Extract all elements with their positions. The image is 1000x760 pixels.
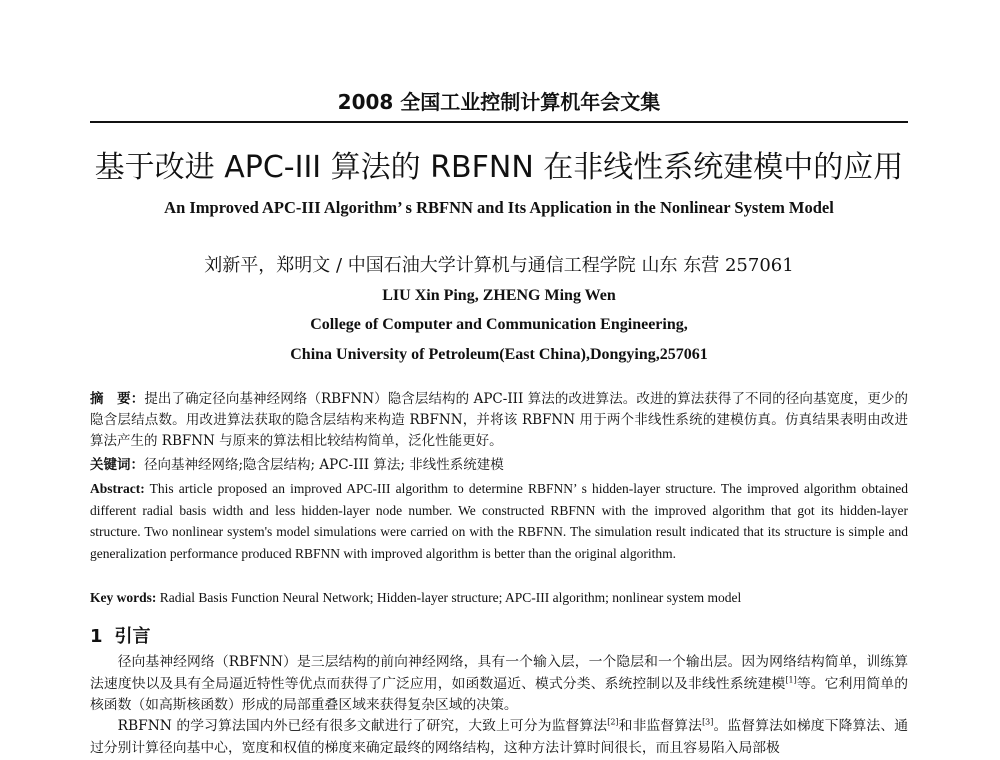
section-1-heading <box>90 624 390 650</box>
keywords-chinese <box>90 455 908 476</box>
paragraph-2-text-b: 和非监督算法 <box>618 718 703 734</box>
keywords-english <box>90 587 908 608</box>
paragraph-1-text-b: 等。它利用简单的核函数（如高斯核函数）形成的局部重叠区域来获得复杂区域的决策。 <box>90 675 908 713</box>
section-1-title: 引言 <box>114 626 151 647</box>
authors-chinese: 刘新平，郑明文 / 中国石油大学计算机与通信工程学院 山东 东营 257061 <box>204 255 794 276</box>
affiliation-english-line-1: College of Computer and Communication Engineering, <box>310 316 688 333</box>
citation-2: [2] <box>607 717 619 727</box>
abstract-english-label: Abstract: <box>90 481 145 496</box>
section-1-number: 1 <box>90 626 103 647</box>
paragraph-2-text-a: RBFNN 的学习算法国内外已经有很多文献进行了研究，大致上可分为监督算法 <box>117 718 608 734</box>
abstract-chinese-label: 摘 要： <box>90 391 145 407</box>
keywords-english-text: Radial Basis Function Neural Network; Hidden-layer structure; APC-III algorithm; nonlinear system model <box>159 590 742 605</box>
authors-english: LIU Xin Ping, ZHENG Ming Wen <box>382 287 616 304</box>
paragraph-2-text-c: 。监督算法如梯度下降算法、通过分别计算径向基中心，宽度和权值的梯度来确定最终的网络结构，这种方法计算时间很长，而且容易陷入局部极 <box>90 718 908 756</box>
keywords-english-label: Key words: <box>90 590 157 605</box>
proceedings-header: 2008 全国工业控制计算机年会文集 <box>337 90 661 114</box>
title-english: An Improved APC-III Algorithm’ s RBFNN and Its Application in the Nonlinear System Model <box>164 198 834 217</box>
keywords-chinese-text: 径向基神经网络;隐含层结构; APC-III 算法; 非线性系统建模 <box>144 457 504 473</box>
keywords-chinese-label: 关键词： <box>90 457 144 473</box>
affiliation-english-line-2: China University of Petroleum(East China),Dongying,257061 <box>290 346 708 363</box>
section-1-paragraph-2 <box>90 716 908 759</box>
paragraph-1-text-a: 径向基神经网络（RBFNN）是三层结构的前向神经网络，具有一个输入层，一个隐层和一个输出层。因为网络结构简单，训练算法速度快以及具有全局逼近特性等优点而获得了广泛应用，如函数逼近、模式分类、系统控制以及非线性系统建模 <box>90 654 908 692</box>
abstract-chinese <box>90 389 908 452</box>
abstract-chinese-text: 提出了确定径向基神经网络（RBFNN）隐含层结构的 APC-III 算法的改进算法。改进的算法获得了不同的径向基宽度，更少的隐含层结点数。用改进算法获取的隐含层结构来构造 RBFNN，并将该 RBFNN 用于两个非线性系统的建模仿真。仿真结果表明由改进算法产生的 RBFNN 与原来的算法相比较结构简单，泛化性能更好。 <box>90 391 908 449</box>
citation-3: [3] <box>702 717 714 727</box>
section-1-paragraph-1 <box>90 652 908 717</box>
header-rule <box>90 121 908 123</box>
citation-1: [1] <box>785 674 797 684</box>
abstract-english-text: This article proposed an improved APC-III algorithm to determine RBFNN’ s hidden-layer structure. The improved algorithm obtained different radial basis width and less hidden-layer node number. We constructed RBFNN with the improved algorithm that got its hidden-layer structure. Two nonlinear system's model simulations were carried on with the RBFNN. The simulation result indicated that its structure is simple and generalization performance produced RBFNN with improved algorithm is better than the original algorithm. <box>90 481 908 561</box>
title-chinese: 基于改进 APC-III 算法的 RBFNN 在非线性系统建模中的应用 <box>94 150 904 185</box>
abstract-english <box>90 478 908 564</box>
